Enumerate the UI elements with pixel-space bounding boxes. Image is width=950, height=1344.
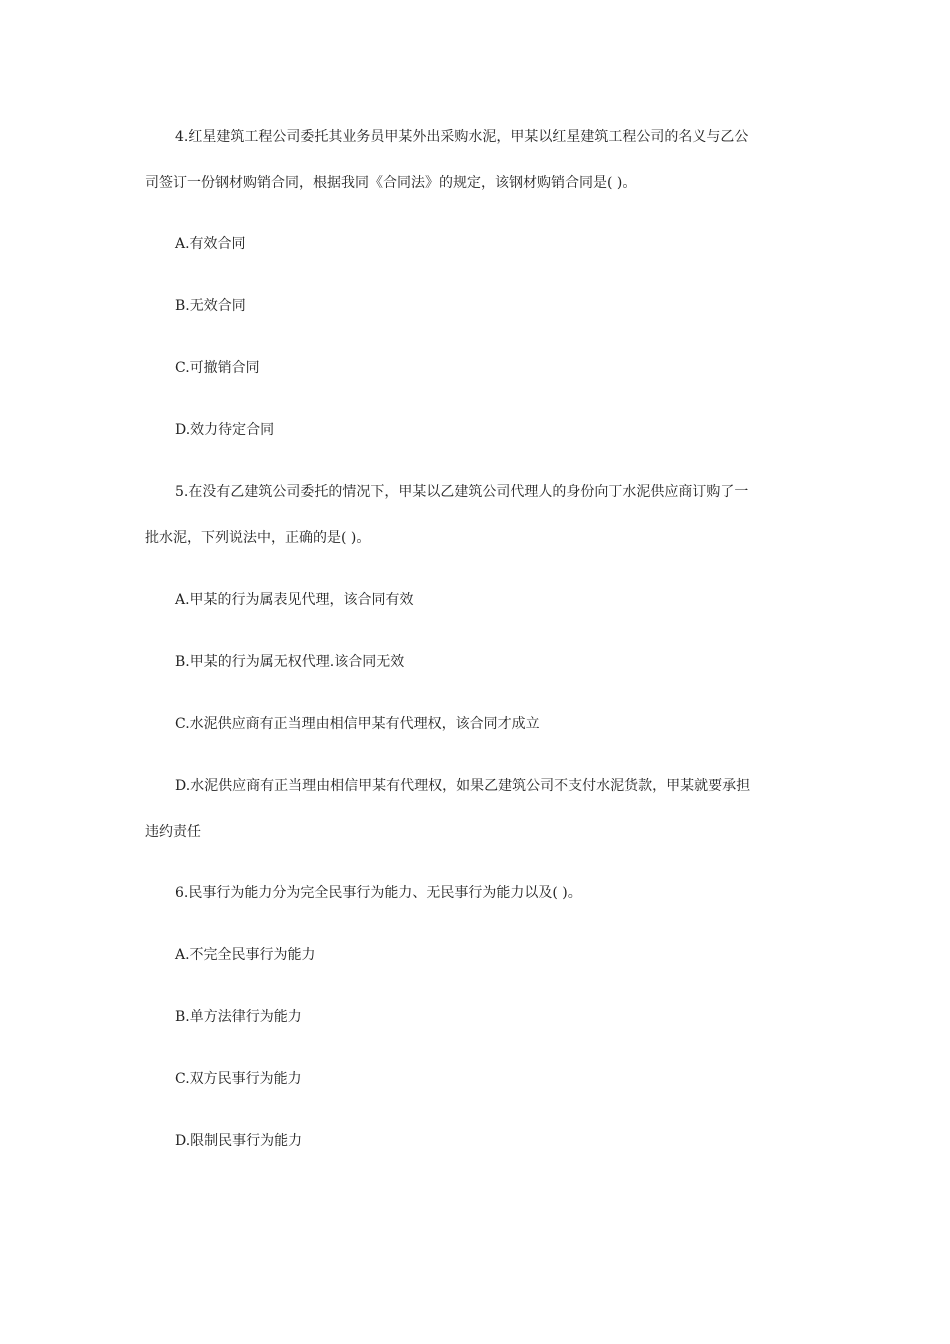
question-6-line-1: 6.民事行为能力分为完全民事行为能力、无民事行为能力以及( )。 [175,885,582,901]
question-5-option-a: A.甲某的行为属表见代理，该合同有效 [175,592,414,608]
question-4-option-a: A.有效合同 [175,236,246,252]
question-5-option-d: D.水泥供应商有正当理由相信甲某有代理权，如果乙建筑公司不支付水泥货款，甲某就要承担 [175,778,751,794]
question-6-option-a: A.不完全民事行为能力 [175,947,316,963]
question-5-option-b: B.甲某的行为属无权代理.该合同无效 [175,654,405,670]
question-5-option-d-continuation: 违约责任 [145,824,201,840]
question-4-line-2: 司签订一份钢材购销合同，根据我同《合同法》的规定，该钢材购销合同是( )。 [145,175,637,191]
question-4-line-1: 4.红星建筑工程公司委托其业务员甲某外出采购水泥，甲某以红星建筑工程公司的名义与乙公 [175,129,749,145]
question-6-option-d: D.限制民事行为能力 [175,1133,303,1149]
question-4-option-c: C.可撤销合同 [175,360,260,376]
question-5-line-2: 批水泥，下列说法中，正确的是( )。 [145,530,371,546]
question-5-option-c: C.水泥供应商有正当理由相信甲某有代理权，该合同才成立 [175,716,540,732]
question-6-option-b: B.单方法律行为能力 [175,1009,302,1025]
question-4-option-b: B.无效合同 [175,298,246,314]
question-4-option-d: D.效力待定合同 [175,422,275,438]
question-5-line-1: 5.在没有乙建筑公司委托的情况下，甲某以乙建筑公司代理人的身份向丁水泥供应商订购了一 [175,484,749,500]
question-6-option-c: C.双方民事行为能力 [175,1071,302,1087]
